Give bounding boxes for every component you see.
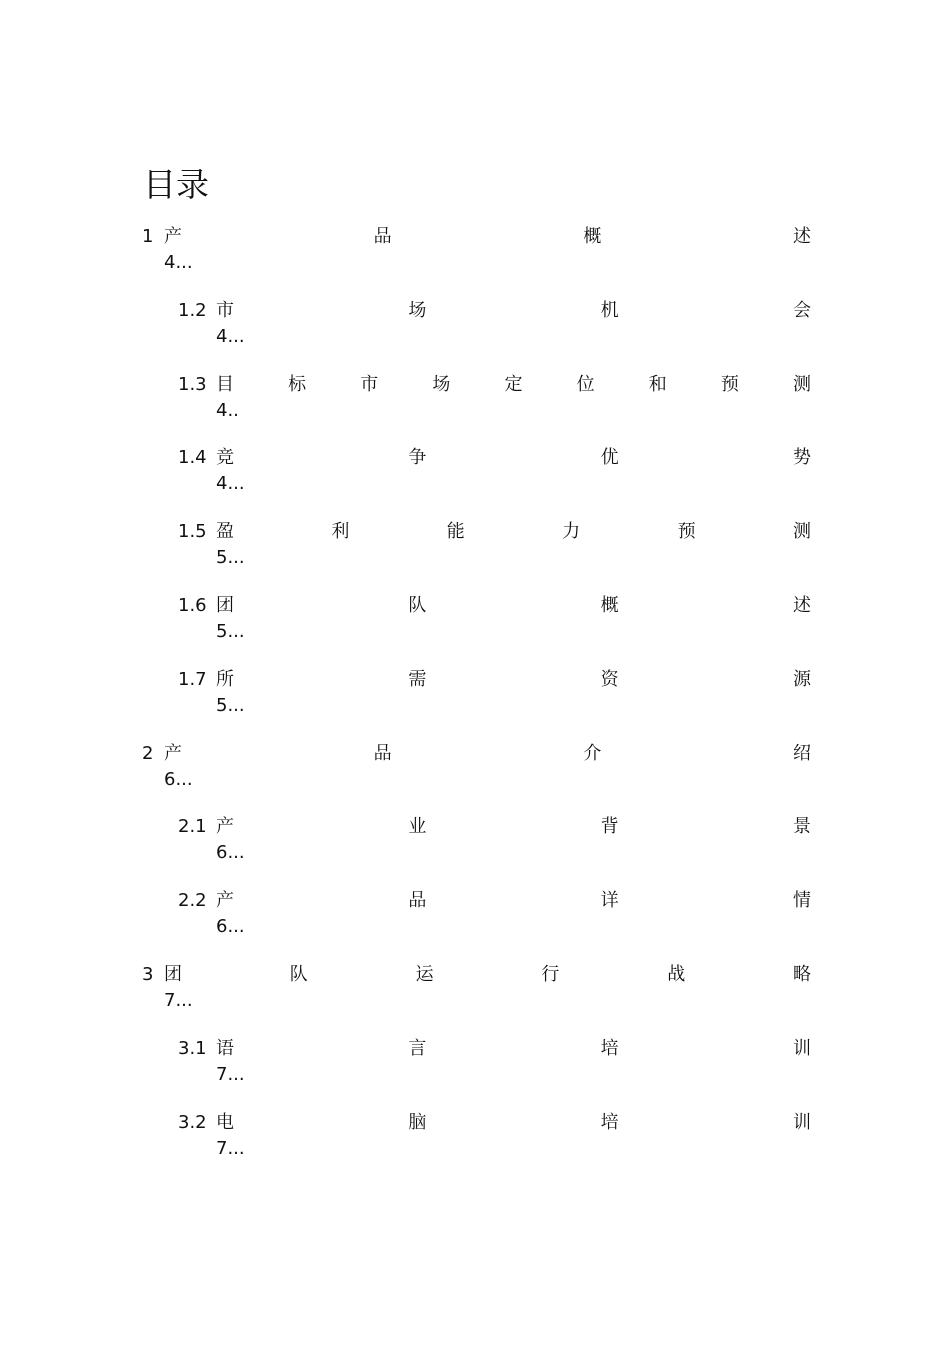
toc-entry-title-char: 预 [677,521,696,543]
toc-entry-title-char: 目 [216,373,234,395]
toc-entry-title-char: 品 [408,890,427,912]
toc-entry-title-char: 能 [446,521,465,543]
toc-entry[interactable] [0,445,950,497]
toc-title: 目录 [143,165,209,204]
toc-entry-title-char: 战 [667,964,686,985]
toc-entry-title-char: 训 [792,1111,811,1133]
toc-entry-title [216,814,811,840]
toc-entry-title-char: 队 [408,595,427,616]
toc-entry-title-char: 需 [408,668,427,690]
toc-entry-title-char: 预 [720,373,739,395]
toc-entry-title-char: 绍 [792,742,811,764]
toc-entry[interactable] [0,1036,950,1088]
toc-entry-title-char: 定 [504,373,523,395]
toc-entry-number: 2.2 [178,890,207,912]
toc-entry-title-char: 背 [600,816,619,838]
toc-entry-title-char: 利 [331,521,350,543]
toc-entry-title-char: 训 [792,1037,811,1059]
toc-entry-title-char: 和 [648,373,667,395]
toc-entry-number: 2 [142,742,154,764]
toc-entry-title-char: 资 [600,668,619,690]
toc-entry[interactable] [0,1110,950,1162]
toc-entry[interactable] [0,667,950,719]
toc-entry-title-char: 培 [600,1111,619,1133]
toc-entry-title [216,593,811,619]
toc-entry-title-char: 介 [583,742,602,764]
toc-entry[interactable] [0,814,950,866]
toc-entry-page: 6... [164,768,193,790]
toc-entry-page: 5... [216,621,245,642]
toc-entry-title-char: 业 [408,816,427,838]
toc-entry-title-char: 品 [373,226,392,247]
toc-entry-title [164,741,811,767]
toc-entry-title [164,224,811,250]
toc-entry[interactable] [0,962,950,1014]
toc-entry-page: 7... [216,1137,245,1159]
toc-entry-page: 4... [216,473,245,495]
toc-entry[interactable] [0,888,950,940]
toc-entry-title-char: 力 [562,521,581,543]
toc-entry-title-char: 电 [216,1111,234,1133]
toc-entry-title [216,519,811,545]
toc-entry-title [216,298,811,324]
toc-entry[interactable] [0,372,950,424]
toc-entry-title-char: 优 [600,447,619,469]
toc-entry-title-char: 竞 [216,447,234,469]
toc-entry-title-char: 测 [792,521,811,543]
toc-entry-title-char: 场 [408,299,427,321]
toc-entry-title-char: 测 [793,373,811,395]
toc-entry-number: 1.2 [178,299,207,321]
toc-entry-number: 1 [142,226,154,247]
toc-entry-title-char: 市 [360,373,379,395]
toc-entry-title-char: 机 [600,299,619,321]
toc-entry-title-char: 队 [289,964,308,985]
toc-entry-number: 3.1 [178,1037,207,1059]
toc-entry-title-char: 述 [792,595,811,616]
toc-entry-title-char: 团 [164,964,182,985]
toc-entry-title [216,1110,811,1136]
toc-entry-number: 3.2 [178,1111,207,1133]
toc-entry-title [216,372,811,398]
toc-entry-number: 1.7 [178,668,207,690]
toc-entry-title-char: 详 [600,890,619,912]
toc-entry[interactable] [0,519,950,571]
toc-entry-page: 4... [164,252,193,273]
toc-entry-title-char: 运 [415,964,434,985]
toc-entry-title-char: 情 [792,890,811,912]
toc-entry-title [216,888,811,914]
toc-entry-page: 5... [216,694,245,716]
toc-entry-title-char: 行 [541,964,560,985]
toc-entry-title-char: 概 [583,226,602,247]
toc-entry-title-char: 源 [792,668,811,690]
toc-entry-title-char: 脑 [408,1111,427,1133]
toc-entry-number: 1.5 [178,521,207,543]
toc-entry-title-char: 培 [600,1037,619,1059]
toc-entry-title-char: 盈 [216,521,234,543]
toc-entry-page: 6... [216,916,245,938]
toc-entry-title-char: 团 [216,595,234,616]
toc-entry-title-char: 产 [216,890,234,912]
toc-entry-title [216,445,811,471]
toc-entry[interactable] [0,298,950,350]
toc-entry-title-char: 概 [600,595,619,616]
toc-entry-number: 1.3 [178,373,207,395]
toc-entry-title-char: 势 [792,447,811,469]
toc-entry-page: 4... [216,325,245,347]
toc-entry-title-char: 市 [216,299,234,321]
toc-entry-page: 4.. [216,399,239,421]
toc-entry-title-char: 标 [288,373,307,395]
toc-entry-title-char: 品 [373,742,392,764]
toc-entry-title-char: 产 [164,226,182,247]
toc-entry-title [216,1036,811,1062]
toc-entry-page: 7... [216,1063,245,1085]
toc-entry-title-char: 所 [216,668,234,690]
toc-entry-title-char: 产 [164,742,182,764]
toc-entry-page: 5... [216,547,245,569]
toc-entry-number: 3 [142,964,154,985]
toc-entry-number: 2.1 [178,816,207,838]
toc-entry-title-char: 景 [792,816,811,838]
toc-entry-title [164,962,811,988]
toc-entry[interactable] [0,741,950,793]
toc-entry-page: 7... [164,990,193,1011]
toc-entry-title-char: 场 [432,373,451,395]
toc-entry-title-char: 争 [408,447,427,469]
toc-entry-page: 6... [216,842,245,864]
toc-entry-title-char: 会 [792,299,811,321]
toc-entry-title-char: 位 [576,373,595,395]
toc-entry-title-char: 述 [792,226,811,247]
toc-entry-title [216,667,811,693]
toc-entry-title-char: 语 [216,1037,234,1059]
toc-entry-title-char: 略 [792,964,811,985]
toc-entry-title-char: 产 [216,816,234,838]
toc-entry[interactable] [0,224,950,276]
toc-entry[interactable] [0,593,950,645]
toc-entry-number: 1.6 [178,595,207,616]
toc-entry-title-char: 言 [408,1037,427,1059]
toc-entry-number: 1.4 [178,447,207,469]
